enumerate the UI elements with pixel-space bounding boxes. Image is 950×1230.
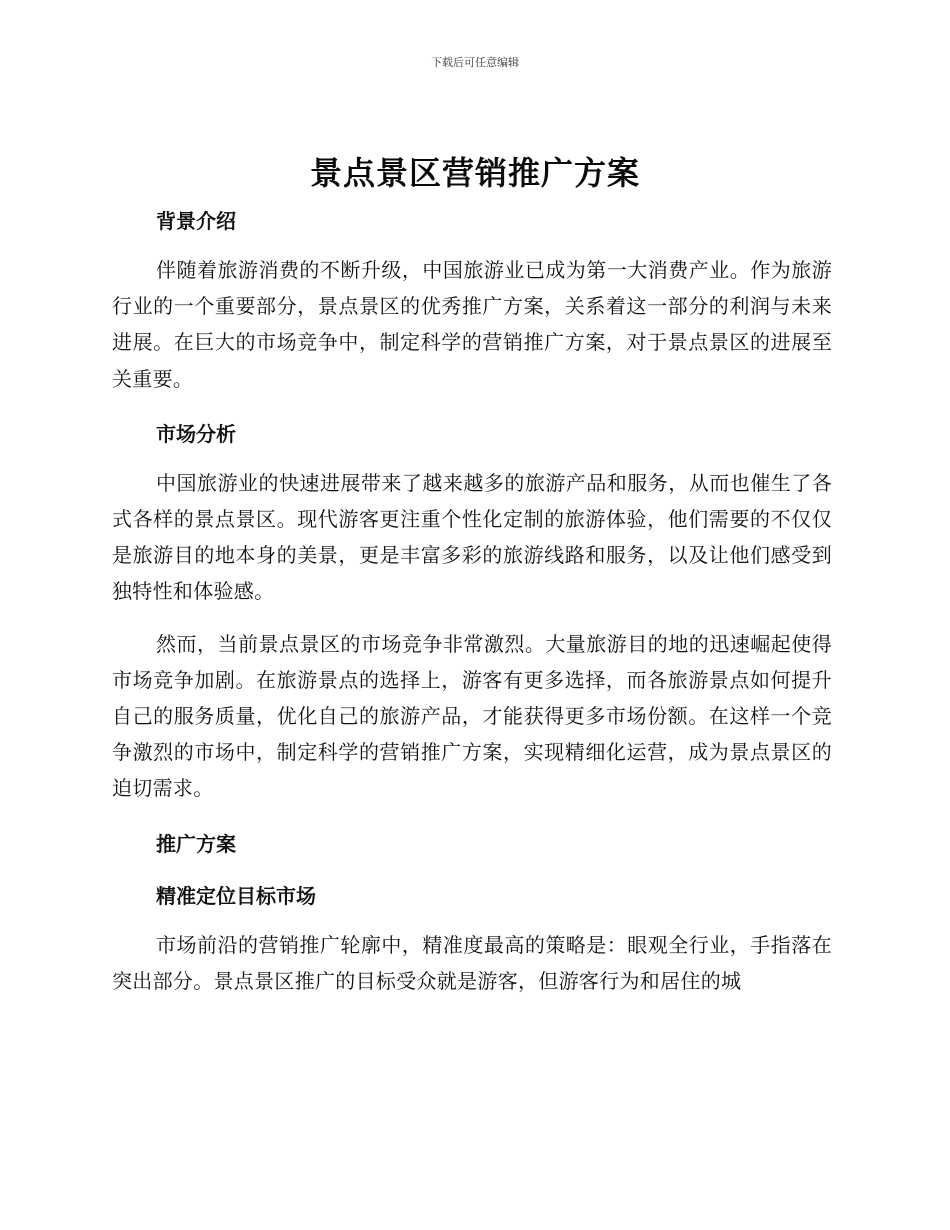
section-heading-market-analysis: 市场分析: [156, 421, 236, 446]
paragraph-market-analysis-1: 中国旅游业的快速进展带来了越来越多的旅游产品和服务，从而也催生了各式各样的景点景区。现代游客更注重个性化定制的旅游体验，他们需要的不仅仅是旅游目的地本身的美景，更是丰富多彩的旅游线路和服务，以及让他们感受到独特性和体验感。: [112, 470, 832, 604]
document-title: 景点景区营销推广方案: [309, 154, 640, 192]
section-heading-target-market: 精准定位目标市场: [156, 883, 316, 908]
page-header-note: 下载后可任意编辑: [431, 56, 519, 69]
document-body: [112, 200, 832, 999]
paragraph-target-market: 市场前沿的营销推广轮廓中，精准度最高的策略是：眼观全行业，手指落在突出部分。景点景区推广的目标受众就是游客，但游客行为和居住的城: [112, 932, 832, 993]
section-heading-background: 背景介绍: [156, 209, 236, 233]
section-heading-promotion-plan: 推广方案: [156, 831, 236, 856]
paragraph-background: 伴随着旅游消费的不断升级，中国旅游业已成为第一大消费产业。作为旅游行业的一个重要部分，景点景区的优秀推广方案，关系着这一部分的利润与未来进展。在巨大的市场竞争中，制定科学的营销推广方案，对于景点景区的进展至关重要。: [112, 258, 832, 391]
paragraph-market-analysis-2: 然而，当前景点景区的市场竞争非常激烈。大量旅游目的地的迅速崛起使得市场竞争加剧。在旅游景点的选择上，游客有更多选择，而各旅游景点如何提升自己的服务质量，优化自己的旅游产品，才能获得更多市场份额。在这样一个竞争激烈的市场中，制定科学的营销推广方案，实现精细化运营，成为景点景区的迫切需求。: [112, 631, 832, 801]
